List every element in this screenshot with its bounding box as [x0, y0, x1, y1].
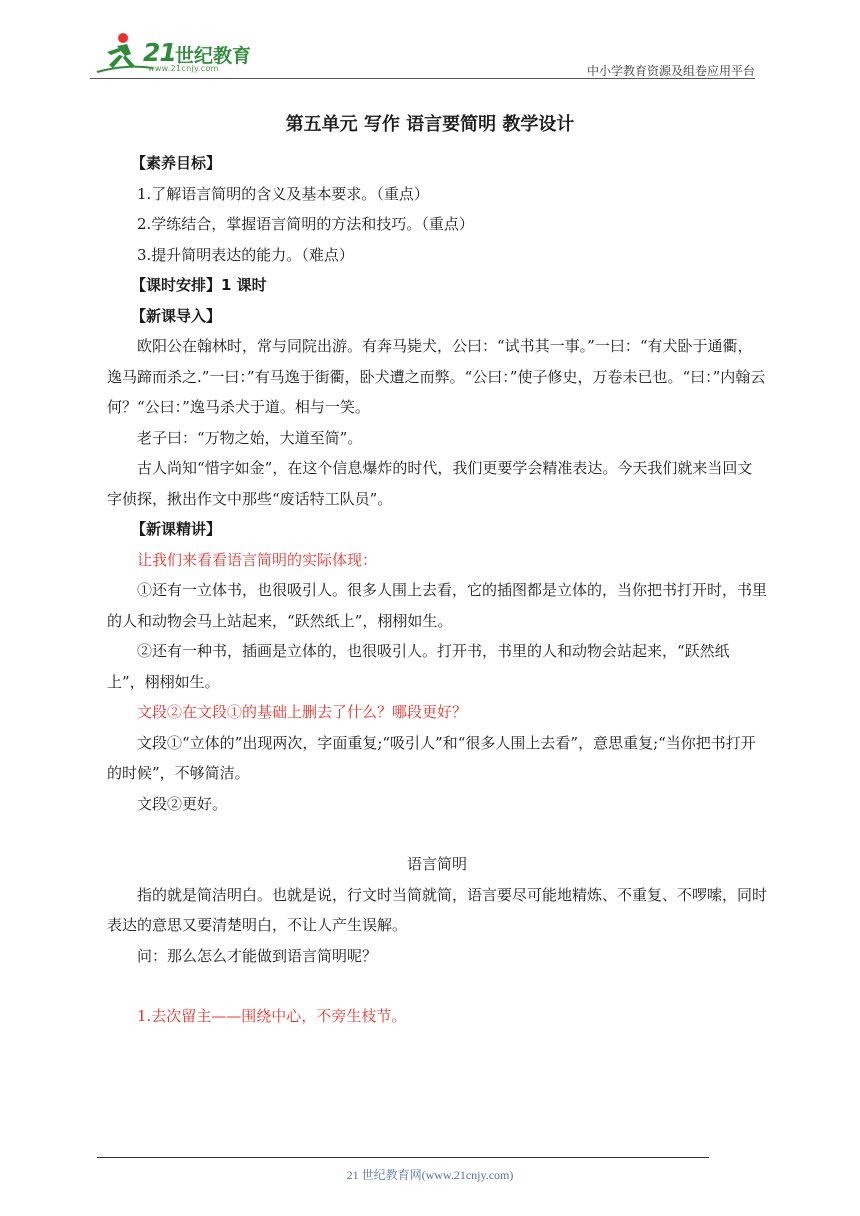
schedule-heading: 【课时安排】: [131, 276, 222, 294]
passage-2: ②还有一种书，插画是立体的，也很吸引人。打开书，书里的人和动物会站起来，“跃然纸上”，栩栩如生。: [107, 642, 730, 691]
document-body: [107, 148, 767, 1032]
schedule-value: 1 课时: [221, 276, 267, 294]
goals-heading: 【素养目标】: [131, 154, 222, 172]
logo-number: 21: [143, 38, 176, 67]
logo-name: 世纪教育: [175, 45, 252, 67]
goal-1: 1.了解语言简明的含义及基本要求。（重点）: [137, 184, 429, 203]
goal-3: 3.提升简明表达的能力。（难点）: [137, 245, 354, 264]
lecture-prompt-2: 文段②在文段①的基础上删去了什么？哪段更好？: [137, 703, 468, 721]
logo[interactable]: [95, 30, 265, 76]
spacer: [107, 819, 767, 849]
concept-title: 语言简明: [406, 855, 467, 873]
question-paragraph: 问：那么怎么才能做到语言简明呢？: [137, 946, 378, 965]
method-1: 1.去次留主——围绕中心，不旁生枝节。: [137, 1007, 407, 1025]
intro-paragraph-3: 古人尚知“惜字如金”，在这个信息爆炸的时代，我们更要学会精准表达。今天我们就来当回文字侦探，揪出作文中那些“废话特工队员”。: [107, 459, 753, 508]
passage-1: ①还有一立体书，也很吸引人。很多人围上去看，它的插图都是立体的，当你把书打开时，书里的人和动物会马上站起来，“跃然纸上”，栩栩如生。: [107, 581, 768, 630]
footer-link[interactable]: 21 世纪教育网(www.21cnjy.com): [346, 1168, 514, 1182]
intro-heading: 【新课导入】: [131, 306, 222, 325]
platform-label: 中小学教育资源及组卷应用平台: [586, 64, 755, 78]
concept-definition: 指的就是简洁明白。也就是说，行文时当简就简，语言要尽可能地精炼、不重复、不啰嗦，同时表达的意思又要清楚明白，不让人产生误解。: [107, 885, 768, 934]
analysis-paragraph: 文段①“立体的”出现两次，字面重复;“吸引人”和“很多人围上去看”，意思重复;“当你把书打开的时候”，不够简洁。: [107, 733, 756, 782]
intro-paragraph-2: 老子曰：“万物之始，大道至简”。: [137, 428, 363, 447]
schedule-line: [107, 270, 767, 301]
conclusion-paragraph: 文段②更好。: [137, 794, 228, 813]
logo-url: www.21cnjy.com: [148, 64, 219, 73]
lecture-heading: 【新课精讲】: [131, 520, 222, 538]
intro-paragraph-1: 欧阳公在翰林时，常与同院出游。有奔马毙犬，公曰：“试书其一事。”一曰：“有犬卧于通衢，逸马蹄而杀之.”一曰：”有马逸于街衢，卧犬遭之而弊。“公曰：”使子修史，万卷未已也。“曰：”内翰云何？“公曰：”逸马杀犬于道。相与一笑。: [107, 337, 766, 416]
spacer: [107, 971, 767, 1001]
page-header: [95, 30, 755, 80]
page-title: 第五单元 写作 语言要简明 教学设计: [285, 114, 575, 135]
goal-2: 2.学练结合，掌握语言简明的方法和技巧。（重点）: [137, 215, 474, 233]
footer-divider: [97, 1157, 709, 1158]
header-divider: [90, 78, 755, 79]
lecture-prompt-1: 让我们来看看语言简明的实际体现：: [137, 550, 378, 569]
